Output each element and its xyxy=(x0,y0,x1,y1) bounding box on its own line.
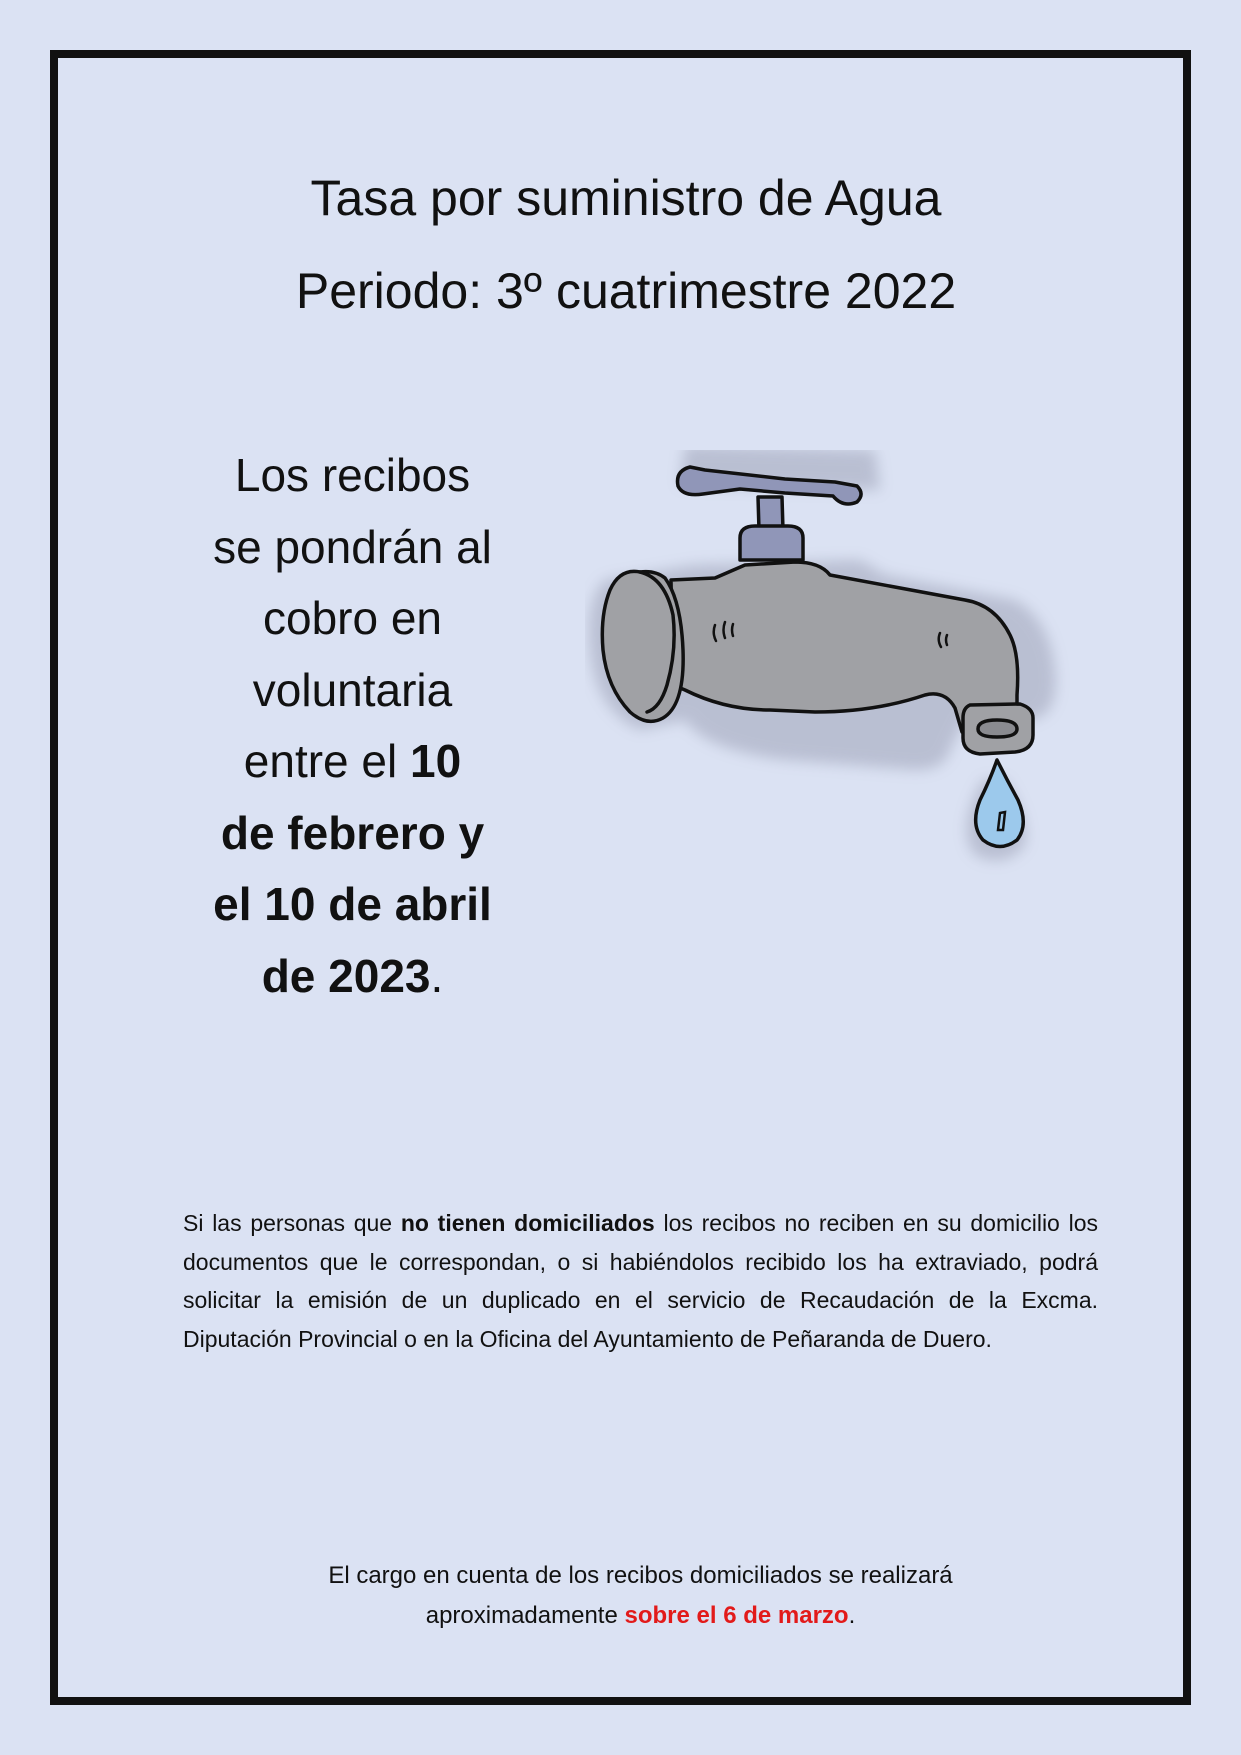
faucet-icon xyxy=(585,450,1105,920)
main-line-8-text: . xyxy=(430,949,444,1002)
main-line-5-text: entre el xyxy=(243,735,411,787)
main-line-3: cobro en xyxy=(262,592,442,644)
main-line-7 xyxy=(185,869,520,941)
notice-text-after: los recibos no reciben en su domicilio los documentos que le correspondan, o si habiéndolos recibido los ha extraviado, podrá solicitar la emisión de un duplicado en el servicio de Recaudación de la Excma. Diputación Provincial o en la Oficina del Ayuntamiento de Peñaranda de Duero. xyxy=(183,1210,1098,1352)
main-line-8 xyxy=(185,941,520,1013)
main-line-4: voluntaria xyxy=(252,663,453,716)
payment-period-text xyxy=(185,440,520,1012)
main-line-5 xyxy=(185,726,520,798)
main-line-2: se pondrán al xyxy=(213,520,492,573)
main-line-8-bold: de 2023 xyxy=(261,949,431,1002)
main-line-5-bold: 10 xyxy=(410,735,462,787)
duplicate-request-notice xyxy=(183,1204,1098,1358)
charge-date-highlight: sobre el 6 de marzo xyxy=(624,1602,849,1629)
title-line-2: Periodo: 3º cuatrimestre 2022 xyxy=(295,263,957,319)
footer-line-2-end: . xyxy=(848,1602,856,1629)
main-line-6 xyxy=(185,798,520,870)
direct-debit-note xyxy=(183,1556,1098,1636)
main-line-1: Los recibos xyxy=(234,449,471,501)
page-title xyxy=(0,152,1241,338)
footer-line-1: El cargo en cuenta de los recibos domiciliados se realizará xyxy=(328,1562,953,1589)
main-line-7-bold: el 10 de abril xyxy=(213,878,492,930)
footer-line-2-text: aproximadamente xyxy=(425,1602,625,1629)
footer-line-2 xyxy=(183,1596,1098,1636)
notice-text-before: Si las personas que xyxy=(183,1210,401,1236)
main-line-6-bold: de febrero y xyxy=(220,806,485,859)
notice-text-bold: no tienen domiciliados xyxy=(400,1210,655,1236)
title-line-1: Tasa por suministro de Agua xyxy=(310,170,942,226)
